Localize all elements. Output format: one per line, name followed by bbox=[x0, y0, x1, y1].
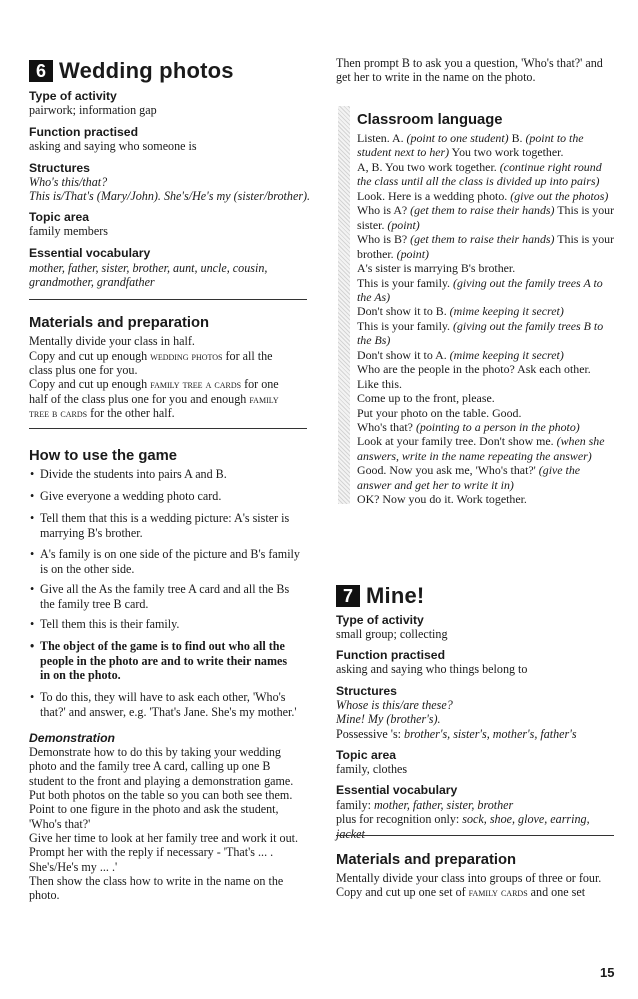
materials-line: Copy and cut up one set of family cards and one set bbox=[336, 885, 586, 899]
structures-line-1: Whose is this/are these? bbox=[336, 698, 453, 712]
materials-line: tree b cards for the other half. bbox=[29, 406, 175, 420]
classroom-language-line: Look at your family tree. Don't show me. (when she bbox=[357, 434, 605, 449]
classroom-language-line: This is your family. (giving out the family trees A to bbox=[357, 275, 603, 290]
classroom-language-line: OK? Now you do it. Work together. bbox=[357, 492, 527, 507]
demo-line: Demonstrate how to do this by taking your wedding bbox=[29, 745, 281, 759]
topic-label: Topic area bbox=[336, 748, 397, 762]
demo-line: Prompt her with the reply if necessary - 'That's ... . bbox=[29, 845, 274, 859]
classroom-language-line: Who's that? (pointing to a person in the photo) bbox=[357, 420, 580, 434]
section-6-heading bbox=[29, 58, 234, 84]
structures-line-1: Who's this/that? bbox=[29, 175, 108, 189]
structures-label: Structures bbox=[29, 161, 90, 175]
materials-line: class plus one for you. bbox=[29, 363, 138, 377]
function-text: asking and saying who someone is bbox=[29, 139, 197, 153]
demonstration-heading: Demonstration bbox=[29, 731, 115, 745]
classroom-language-line: Look. Here is a wedding photo. (give out the photos) bbox=[357, 188, 609, 203]
demo-line: Point to one figure in the photo and ask the student, bbox=[29, 802, 279, 816]
demo-line: photo and the family tree A card, calling up one B bbox=[29, 759, 271, 773]
classroom-language-line: Who is B? (get them to raise their hands) This is your bbox=[357, 232, 615, 247]
activity-text: pairwork; information gap bbox=[29, 103, 157, 117]
classroom-language-line: the Bs) bbox=[357, 333, 391, 348]
classroom-language-line: Listen. A. (point to one student) B. (point to the bbox=[357, 131, 584, 145]
materials-line: Copy and cut up enough wedding photos for all the bbox=[29, 349, 273, 363]
vocab-line-2: plus for recognition only: sock, shoe, glove, earring, jacket bbox=[336, 812, 590, 841]
topic-text: family members bbox=[29, 224, 108, 238]
materials-line: Mentally divide your class in half. bbox=[29, 334, 195, 348]
divider bbox=[29, 299, 307, 300]
classroom-language-line: answers, write in the name repeating the answer) bbox=[357, 448, 592, 463]
classroom-language-line: Like this. bbox=[357, 376, 402, 391]
classroom-language-line: Don't show it to B. (mime keeping it secret) bbox=[357, 304, 564, 319]
demo-line: photo. bbox=[29, 888, 60, 902]
shaded-bar bbox=[338, 106, 350, 504]
divider bbox=[29, 428, 307, 429]
activity-label: Type of activity bbox=[29, 89, 117, 103]
classroom-language-line: Come up to the front, please. bbox=[357, 391, 495, 406]
function-text: asking and saying who things belong to bbox=[336, 662, 528, 676]
section-title: Mine! bbox=[366, 583, 425, 608]
materials-heading: Materials and preparation bbox=[336, 852, 517, 868]
continued-line: Then prompt B to ask you a question, 'Who's that?' and bbox=[336, 56, 603, 70]
demo-line: Give her time to look at her family tree and work it out. bbox=[29, 831, 299, 845]
classroom-language-line: Who is A? (get them to raise their hands) This is your bbox=[357, 203, 615, 218]
topic-text: family, clothes bbox=[336, 762, 408, 776]
structures-line-2: Mine! My (brother's). bbox=[336, 712, 441, 726]
function-label: Function practised bbox=[29, 125, 139, 139]
classroom-language-line: the As) bbox=[357, 289, 391, 304]
continued-line: get her to write in the name on the photo. bbox=[336, 70, 536, 84]
classroom-language-box bbox=[338, 106, 620, 507]
classroom-language-line: A, B. You two work together. (continue right round bbox=[357, 159, 602, 174]
vocab-line-1: mother, father, sister, brother, aunt, uncle, cousin, bbox=[29, 261, 268, 275]
classroom-language-line: This is your family. (giving out the family trees B to bbox=[357, 318, 604, 333]
classroom-language-line: A's sister is marrying B's brother. bbox=[357, 261, 516, 276]
vocab-label: Essential vocabulary bbox=[29, 246, 151, 260]
vocab-label: Essential vocabulary bbox=[336, 783, 458, 797]
classroom-language-line: Who are the people in the photo? Ask each other. bbox=[357, 362, 591, 377]
demo-line: Then show the class how to write in the name on the bbox=[29, 874, 284, 888]
function-label: Function practised bbox=[336, 648, 446, 662]
classroom-language-line: brother. (point) bbox=[357, 246, 430, 261]
structures-line-2: This is/That's (Mary/John). She's/He's my (sister/brother). bbox=[29, 189, 311, 203]
demo-line: She's/He's my ... .' bbox=[29, 860, 118, 874]
classroom-language-line: Don't show it to A. (mime keeping it secret) bbox=[357, 347, 564, 362]
classroom-language-heading: Classroom language bbox=[357, 112, 503, 128]
activity-text: small group; collecting bbox=[336, 627, 448, 641]
classroom-language-line: answer and get her to write it in) bbox=[357, 477, 514, 492]
classroom-language-line: Put your photo on the table. Good. bbox=[357, 405, 522, 420]
topic-label: Topic area bbox=[29, 210, 90, 224]
structures-label: Structures bbox=[336, 684, 397, 698]
vocab-line-1: family: mother, father, sister, brother bbox=[336, 798, 514, 812]
page-number: 15 bbox=[600, 965, 615, 980]
structures-line-3: Possessive 's: brother's, sister's, mother's, father's bbox=[336, 727, 577, 741]
classroom-language-line: sister. (point) bbox=[357, 217, 420, 232]
materials-line: Copy and cut up enough family tree a cards for one bbox=[29, 377, 279, 391]
materials-heading: Materials and preparation bbox=[29, 315, 210, 331]
classroom-language-line: the class until all the class is divided up into pairs) bbox=[357, 174, 600, 189]
classroom-language-line: Good. Now you ask me, 'Who's that?' (give the bbox=[357, 463, 581, 478]
section-number-badge: 7 bbox=[336, 585, 360, 607]
vocab-line-2: grandmother, grandfather bbox=[29, 275, 155, 289]
howto-heading: How to use the game bbox=[29, 448, 177, 464]
activity-label: Type of activity bbox=[336, 613, 424, 627]
materials-line: half of the class plus one for you and enough family bbox=[29, 392, 279, 406]
materials-line: Mentally divide your class into groups of three or four. bbox=[336, 871, 602, 885]
section-title: Wedding photos bbox=[59, 58, 234, 83]
demo-line: Put both photos on the table so you can both see them. bbox=[29, 788, 293, 802]
classroom-language-line: student next to her) You two work together. bbox=[357, 145, 564, 160]
demo-line: 'Who's that?' bbox=[29, 817, 91, 831]
demo-line: student to the front and playing a demonstration game. bbox=[29, 774, 294, 788]
section-7-heading bbox=[336, 583, 424, 609]
section-number-badge: 6 bbox=[29, 60, 53, 82]
divider bbox=[336, 835, 614, 836]
